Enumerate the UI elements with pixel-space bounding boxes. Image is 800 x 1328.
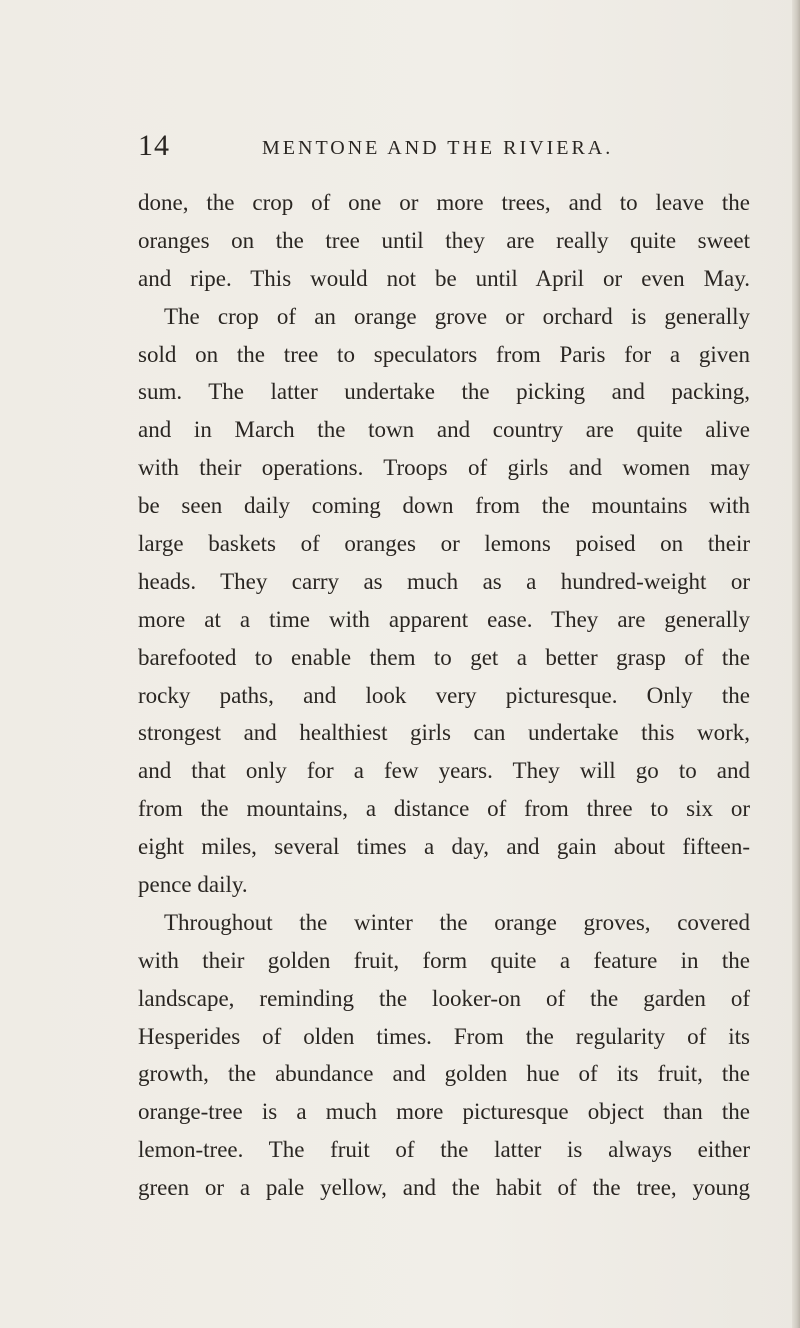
- text-line: Hesperides of olden times. From the regularity of its: [138, 1023, 750, 1049]
- text-line: with their operations. Troops of girls and women may: [138, 455, 750, 481]
- text-line: done, the crop of one or more trees, and to leave the: [138, 190, 750, 215]
- text-line: strongest and healthiest girls can undertake this work,: [138, 720, 750, 746]
- page-number: 14: [138, 129, 170, 162]
- page-header: [138, 128, 738, 168]
- text-line: large baskets of oranges or lemons poised on their: [138, 531, 750, 557]
- text-line: more at a time with apparent ease. They are generally: [138, 606, 750, 632]
- text-line: and ripe. This would not be until April or even May.: [138, 265, 750, 291]
- running-title: MENTONE AND THE RIVIERA.: [262, 137, 614, 159]
- text-line: sold on the tree to speculators from Paris for a given: [138, 341, 750, 367]
- text-line: sum. The latter undertake the picking and packing,: [138, 379, 750, 405]
- text-line: lemon-tree. The fruit of the latter is always either: [138, 1137, 750, 1163]
- text-line: Throughout the winter the orange groves, covered: [164, 909, 750, 935]
- text-line: be seen daily coming down from the mountains with: [138, 493, 750, 519]
- text-line: eight miles, several times a day, and gain about fifteen-: [138, 834, 750, 860]
- text-line: orange-tree is a much more picturesque object than the: [138, 1099, 750, 1125]
- page-edge: [792, 0, 800, 1328]
- text-line: landscape, reminding the looker-on of the garden of: [138, 985, 750, 1011]
- text-line: and in March the town and country are quite alive: [138, 417, 750, 443]
- text-line: pence daily.: [138, 872, 248, 898]
- text-line: rocky paths, and look very picturesque. Only the: [138, 682, 750, 708]
- text-line: and that only for a few years. They will go to and: [138, 758, 750, 784]
- text-line: with their golden fruit, form quite a feature in the: [138, 947, 750, 973]
- text-line: oranges on the tree until they are really quite sweet: [138, 227, 750, 253]
- text-line: growth, the abundance and golden hue of its fruit, the: [138, 1061, 750, 1087]
- text-line: heads. They carry as much as a hundred-weight or: [138, 568, 750, 594]
- body-text: [138, 184, 750, 1207]
- text-line: green or a pale yellow, and the habit of the tree, young: [138, 1175, 750, 1201]
- text-line: barefooted to enable them to get a better grasp of the: [138, 644, 750, 670]
- text-line: from the mountains, a distance of from three to six or: [138, 796, 750, 822]
- text-line: The crop of an orange grove or orchard is generally: [164, 303, 750, 329]
